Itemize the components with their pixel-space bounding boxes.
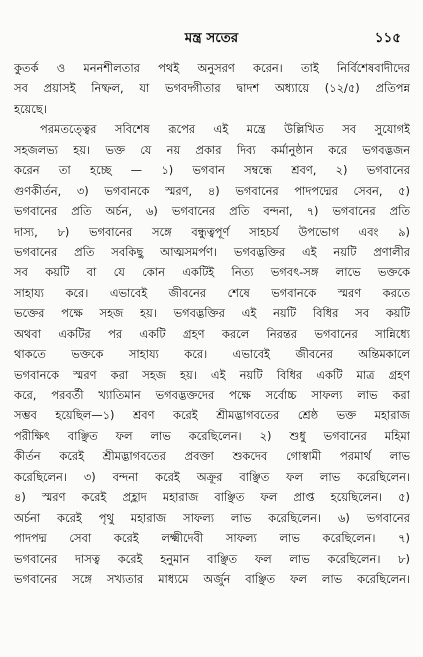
text-line: সব কয়টি বা যে কোন একটিই নিত্য ভগবৎ-সঙ্গ লাভে ভক্তকে	[14, 265, 410, 280]
text-line: ভগবানের প্রতি অর্চন, ৬) ভগবানের প্রতি বন্দনা, ৭) ভগবানের প্রতি	[14, 204, 410, 219]
page-number: ১১৫	[374, 30, 401, 46]
text-line: সাহায্য করে। এভাবেই জীবনের শেষে ভগবানকে স্মরণ করতে	[14, 285, 410, 300]
text-line: ভগবানের প্রতি সবকিছু আত্মসমর্পণ। ভগবদ্ভক্তির এই নয়টি প্রণালীর	[14, 244, 410, 259]
text-line: কীর্তন করেই শ্রীমদ্ভাগবতের প্রবক্তা শুকদেব গোস্বামী পরমার্থ লাভ	[14, 449, 410, 464]
running-title: মন্ত্র সতের	[184, 30, 239, 46]
page-header	[0, 27, 423, 49]
text-line: ভগবানের সঙ্গে সখ্যতার মাধ্যমে অর্জুন বাঞ্ছিত ফল লাভ করেছিলেন।	[14, 571, 410, 586]
text-line: অথবা একটির পর একটি গ্রহণ করলে নিরন্তর ভগবানের সান্নিধ্যে	[14, 326, 410, 341]
text-line: গুণকীর্তন, ৩) ভগবানকে স্মরণ, ৪) ভগবানের পাদপদ্মের সেবন, ৫)	[14, 183, 410, 198]
text-line: সহজলভ্য হয়। ভক্ত যে নয় প্রকার দিব্য কর্মানুষ্ঠান করে ভগবদ্ভজন	[14, 142, 410, 157]
body-text	[14, 58, 410, 589]
text-line: পরমতত্ত্বের সবিশেষ রূপের এই মন্ত্রে উল্লিখিত সব সুযোগই	[40, 122, 410, 137]
text-line: করেছিলেন। ৩) বন্দনা করেই অক্রূর বাঞ্ছিত ফল লাভ করেছিলেন।	[14, 469, 410, 484]
text-line: করেন তা হচ্ছে — ১) ভগবান সম্বন্ধে শ্রবণ, ২) ভগবানের	[14, 163, 410, 178]
text-line: দাস্য, ৮) ভগবানের সঙ্গে বন্ধুত্বপূর্ণ সাহচর্য উপভোগ এবং ৯)	[14, 224, 410, 239]
text-line: ভগবানকে স্মরণ করা সহজ হয়। এই নয়টি বিধির একটি মাত্র গ্রহণ	[14, 367, 410, 382]
text-line: পরীক্ষিৎ বাঞ্ছিত ফল লাভ করেছিলেন। ২) শুধু ভগবানের মহিমা	[14, 428, 410, 443]
text-line: পাদপদ্ম সেবা করেই লক্ষ্মীদেবী সাফল্য লাভ করেছিলেন। ৭)	[14, 531, 410, 546]
text-line: ভগবানের দাসত্ব করেই হনুমান বাঞ্ছিত ফল লাভ করেছিলেন। ৮)	[14, 551, 410, 566]
text-line: ৪) স্মরণ করেই প্রহ্লাদ মহারাজ বাঞ্ছিত ফল প্রাপ্ত হয়েছিলেন। ৫)	[14, 490, 410, 505]
text-line: সব প্রয়াসই নিষ্ফল, যা ভগবদ্গীতার দ্বাদশ অধ্যায়ে (১২/৫) প্রতিপন্ন	[14, 81, 410, 96]
text-line: অর্চনা করেই পৃথু মহারাজ সাফল্য লাভ করেছিলেন। ৬) ভগবানের	[14, 510, 410, 525]
text-line: থাকতে ভক্তকে সাহায্য করে। এভাবেই জীবনের অন্তিমকালে	[14, 347, 410, 362]
text-line: কুতর্ক ও মননশীলতার পথই অনুসরণ করেন। তাই নির্বিশেষবাদীদের	[14, 61, 410, 75]
text-line: সম্ভব হয়েছিল—১) শ্রবণ করেই শ্রীমদ্ভাগবতের শ্রেষ্ঠ ভক্ত মহারাজ	[14, 408, 410, 423]
text-line: হয়েছে।	[14, 101, 47, 116]
text-line: ভক্তের পক্ষে সহজ হয়। ভগবদ্ভক্তির এই নয়টি বিধির সব কয়টি	[14, 306, 410, 321]
text-line: করে, পরবর্তী খ্যাতিমান ভগবদ্ভক্তদের পক্ষে সর্বোচ্চ সাফল্য লাভ করা	[14, 388, 410, 402]
